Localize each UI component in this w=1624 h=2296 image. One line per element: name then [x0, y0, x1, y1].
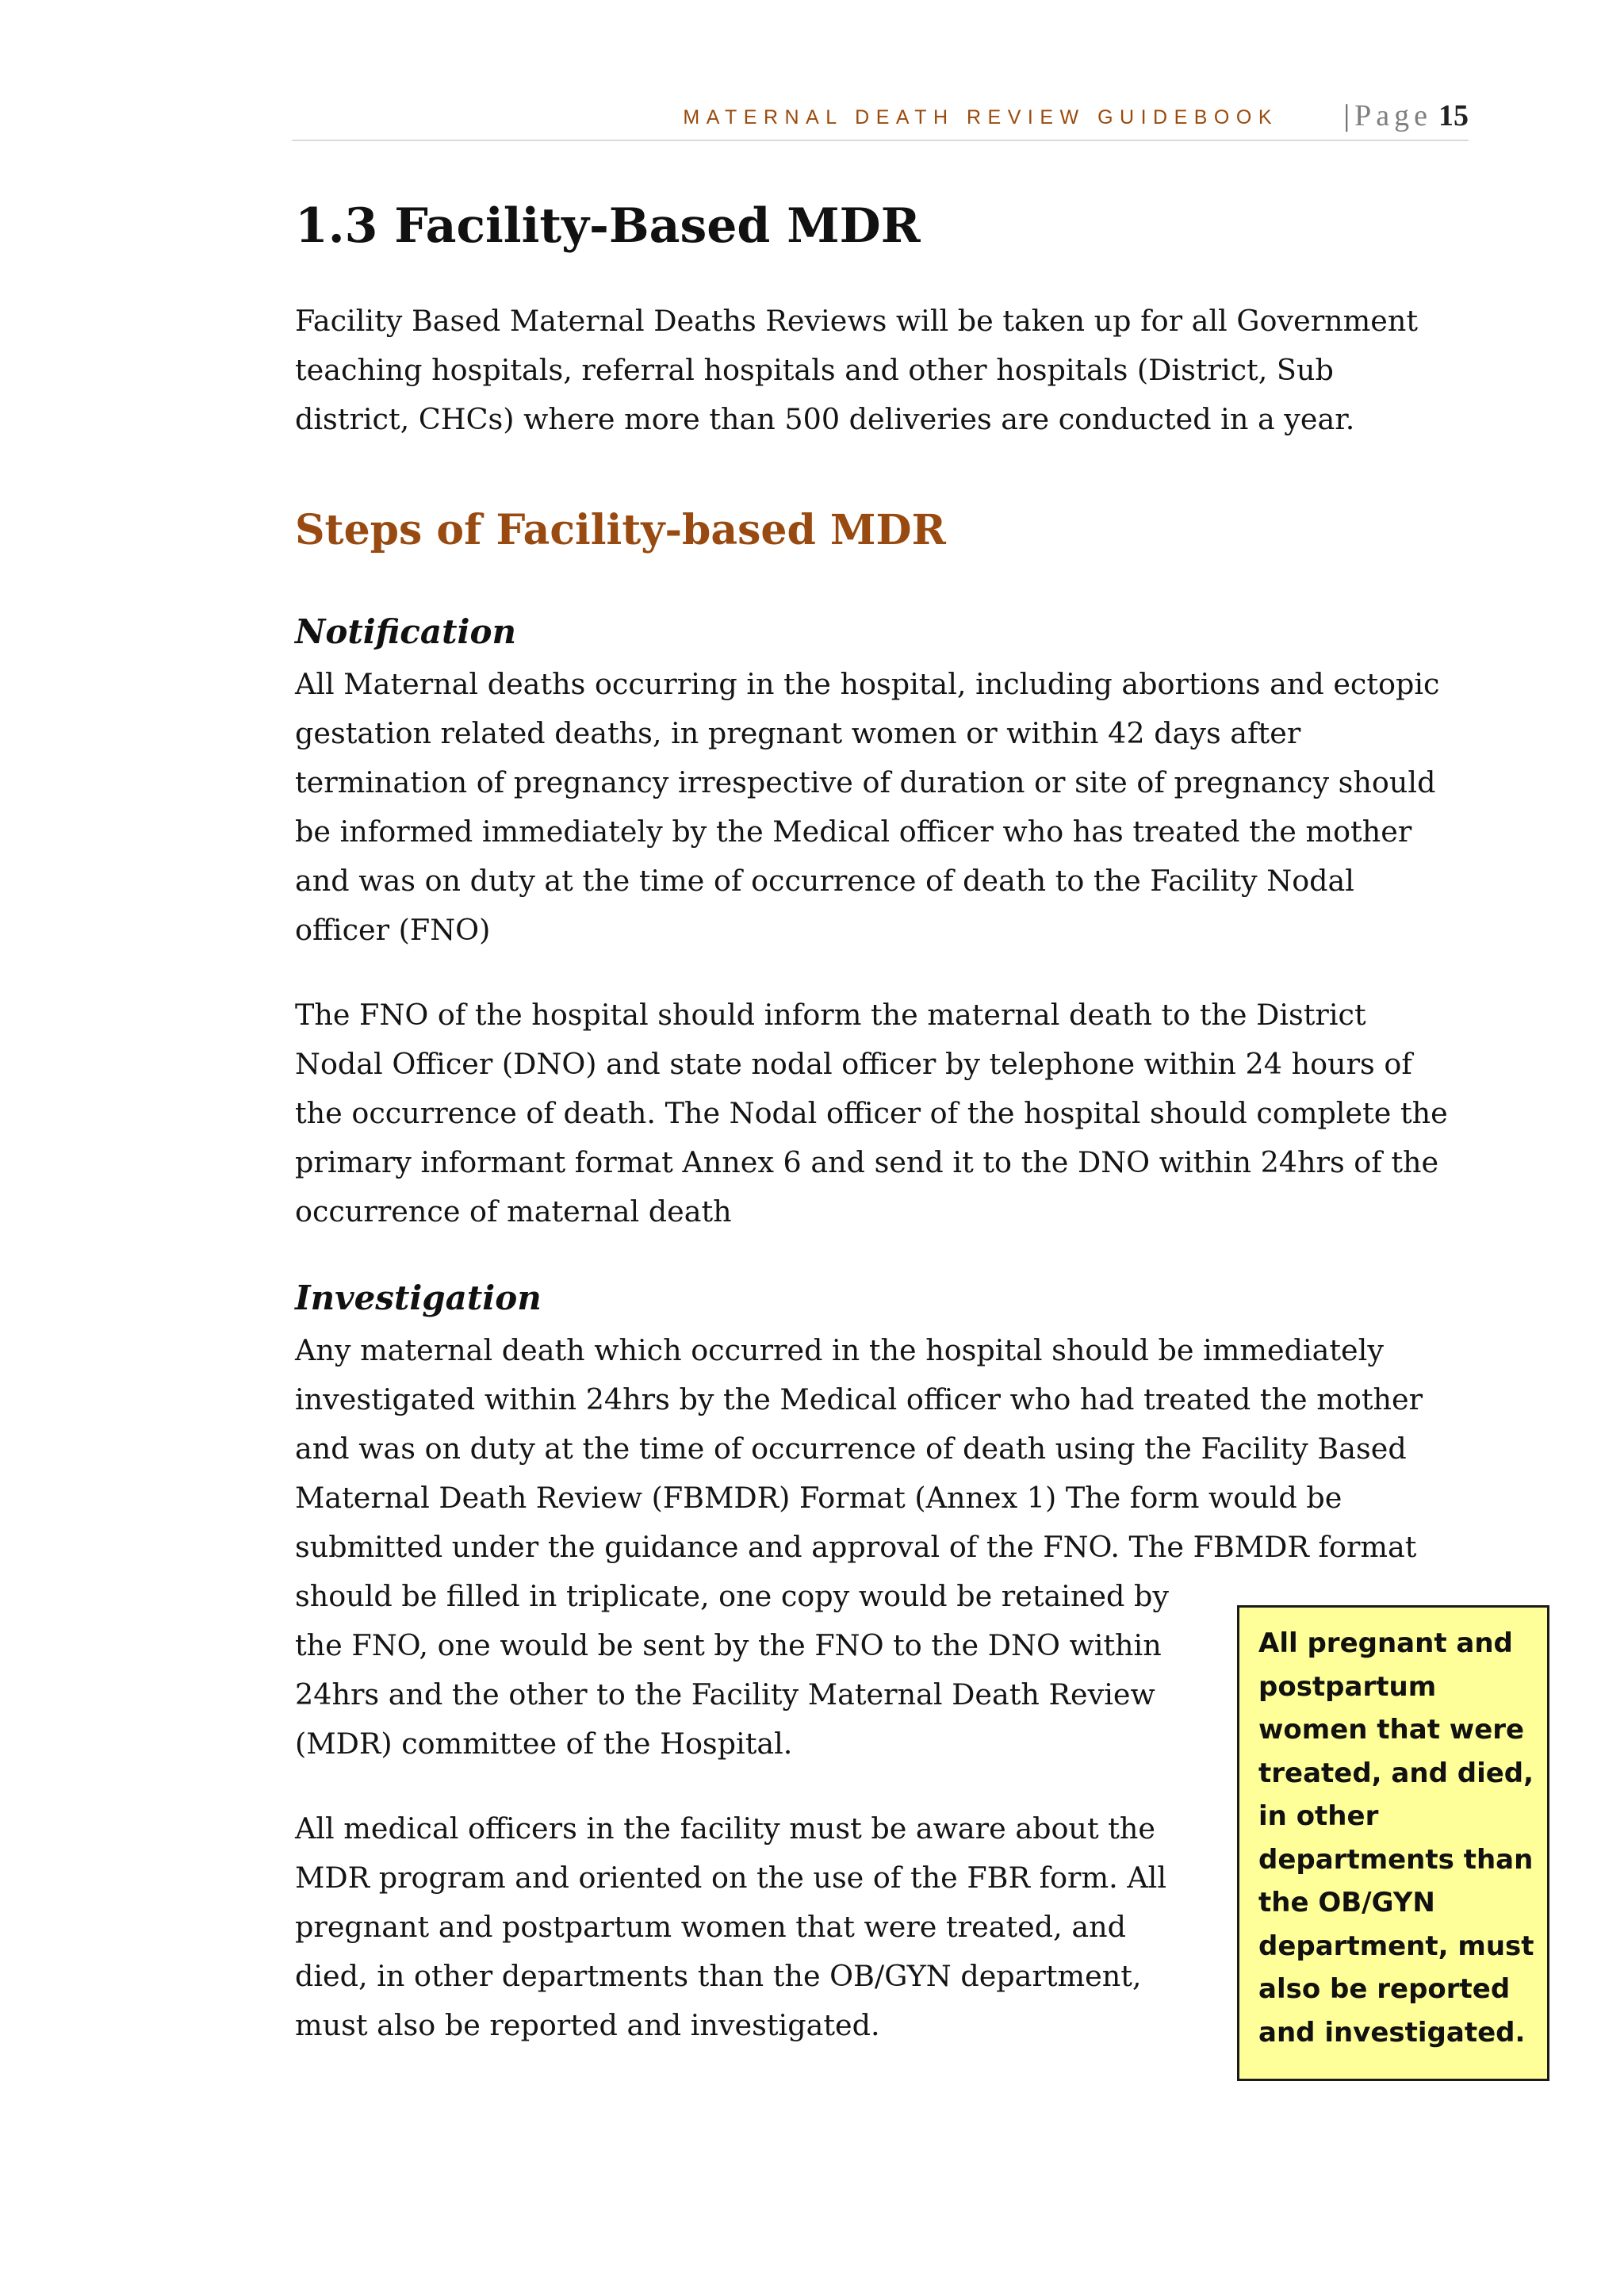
callout-line: and investigated.: [1258, 2016, 1526, 2049]
paragraph-line: the occurrence of death. The Nodal officer of the hospital should complete the: [295, 1096, 1448, 1130]
paragraph-line: (MDR) committee of the Hospital.: [295, 1727, 793, 1761]
header-title: MATERNAL DEATH REVIEW GUIDEBOOK: [683, 106, 1278, 128]
notification-heading: Notification: [295, 612, 516, 651]
paragraph-line: gestation related deaths, in pregnant women or within 42 days after: [295, 716, 1301, 750]
steps-heading: Steps of Facility-based MDR: [295, 506, 946, 554]
investigation-paragraph-2: [295, 1804, 1166, 2050]
paragraph-line: Any maternal death which occurred in the hospital should be immediately: [295, 1333, 1384, 1367]
intro-line: Facility Based Maternal Deaths Reviews will be taken up for all Government: [295, 304, 1419, 338]
page-word: Page: [1354, 99, 1432, 132]
callout-line: the OB/GYN: [1258, 1887, 1435, 1918]
paragraph-line: the FNO, one would be sent by the FNO to the DNO within: [295, 1628, 1162, 1662]
callout-line: also be reported: [1258, 1973, 1511, 2005]
intro-paragraph: [295, 297, 1418, 444]
callout-line: women that were: [1258, 1714, 1525, 1746]
callout-line: in other: [1258, 1800, 1379, 1832]
paragraph-line: MDR program and oriented on the use of the FBR form. All: [295, 1861, 1167, 1895]
paragraph-line: The FNO of the hospital should inform the maternal death to the District: [295, 998, 1366, 1032]
paragraph-line: primary informant format Annex 6 and send it to the DNO within 24hrs of the: [295, 1145, 1439, 1179]
paragraph-line: Nodal Officer (DNO) and state nodal officer by telephone within 24 hours of: [295, 1047, 1412, 1081]
page-number: 15: [1438, 99, 1469, 132]
callout-box: [1237, 1605, 1549, 2081]
intro-line: teaching hospitals, referral hospitals and other hospitals (District, Sub: [295, 353, 1334, 387]
notification-paragraph-2: [295, 991, 1448, 1236]
paragraph-line: occurrence of maternal death: [295, 1194, 732, 1228]
callout-text: [1258, 1622, 1547, 2054]
investigation-heading: Investigation: [295, 1278, 542, 1317]
paragraph-line: termination of pregnancy irrespective of duration or site of pregnancy should: [295, 765, 1436, 799]
intro-line: district, CHCs) where more than 500 deliveries are conducted in a year.: [295, 402, 1355, 436]
callout-line: postpartum: [1258, 1670, 1437, 1703]
callout-line: treated, and died,: [1258, 1757, 1534, 1789]
paragraph-line: must also be reported and investigated.: [295, 2008, 880, 2042]
paragraph-line: Maternal Death Review (FBMDR) Format (Annex 1) The form would be: [295, 1481, 1342, 1515]
paragraph-line: pregnant and postpartum women that were treated, and: [295, 1910, 1126, 1944]
page-number-label: [1344, 98, 1469, 133]
paragraph-line: officer (FNO): [295, 913, 491, 947]
callout-line: department, must: [1258, 1930, 1534, 1962]
paragraph-line: All medical officers in the facility must be aware about the: [295, 1811, 1155, 1846]
section-title: 1.3 Facility-Based MDR: [295, 198, 921, 254]
paragraph-line: submitted under the guidance and approval of the FNO. The FBMDR format: [295, 1530, 1417, 1564]
callout-line: All pregnant and: [1258, 1627, 1513, 1659]
paragraph-line: All Maternal deaths occurring in the hospital, including abortions and ectopic: [295, 667, 1440, 701]
callout-line: departments than: [1258, 1843, 1534, 1876]
page-header: [292, 98, 1469, 141]
header-separator: |: [1343, 99, 1350, 132]
paragraph-line: died, in other departments than the OB/GYN department,: [295, 1959, 1142, 1993]
paragraph-line: and was on duty at the time of occurrence of death using the Facility Based: [295, 1432, 1407, 1466]
paragraph-line: 24hrs and the other to the Facility Maternal Death Review: [295, 1677, 1155, 1711]
paragraph-line: investigated within 24hrs by the Medical officer who had treated the mother: [295, 1382, 1423, 1416]
notification-paragraph-1: [295, 660, 1440, 955]
paragraph-line: should be filled in triplicate, one copy would be retained by: [295, 1579, 1169, 1613]
paragraph-line: and was on duty at the time of occurrence of death to the Facility Nodal: [295, 864, 1354, 898]
paragraph-line: be informed immediately by the Medical officer who has treated the mother: [295, 815, 1412, 849]
